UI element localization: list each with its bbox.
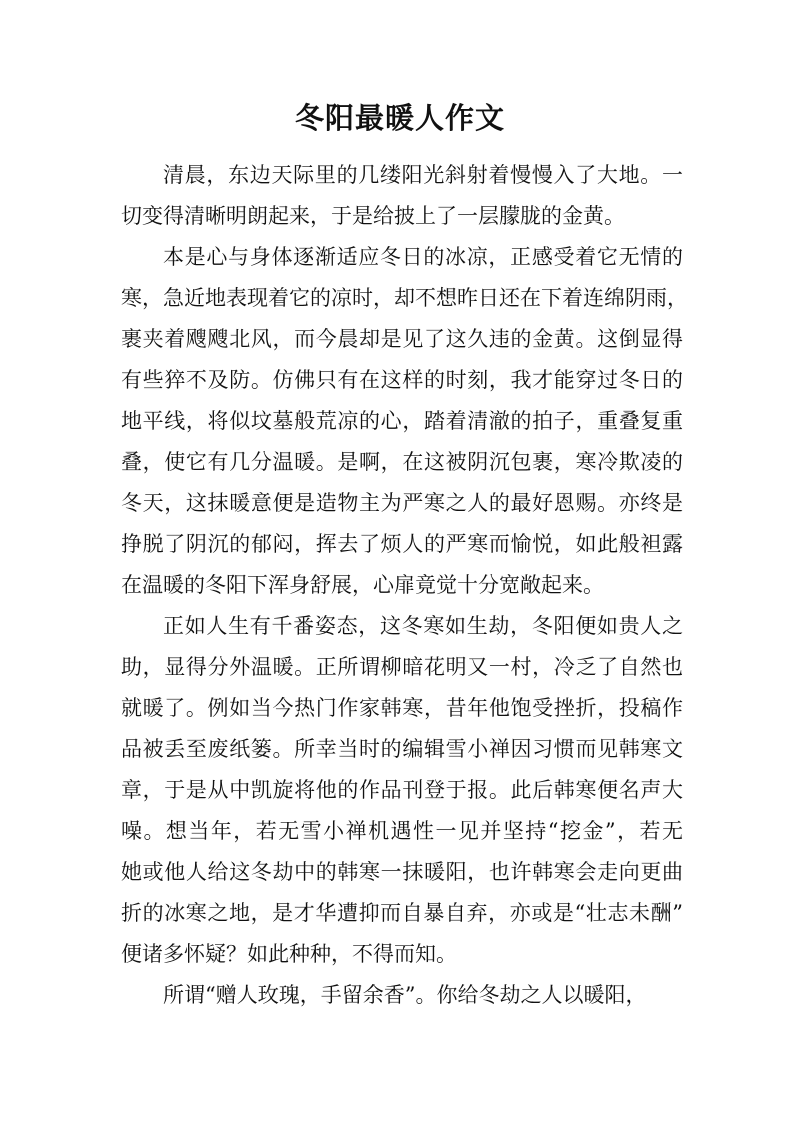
paragraph-line: 寒，急近地表现着它的凉时，却不想昨日还在下着连绵阴雨， (121, 286, 688, 310)
paragraph-4 (121, 975, 683, 1016)
paragraph-line: 折的冰寒之地，是才华遭抑而自暴自弃，亦或是“壮志未酬” (121, 901, 683, 925)
paragraph-1 (121, 155, 683, 237)
paragraph-line: 品被丢至废纸篓。所幸当时的编辑雪小禅因习惯而见韩寒文 (121, 737, 683, 761)
paragraph-line: 章，于是从中凯旋将他的作品刊登于报。此后韩寒便名声大 (121, 778, 683, 802)
paragraph-line: 叠，使它有几分温暖。是啊，在这被阴沉包裹，寒冷欺凌的 (121, 450, 683, 474)
paragraph-line: 所谓“赠人玫瑰，手留余香”。你给冬劫之人以暖阳， (163, 983, 647, 1007)
paragraph-line: 助，显得分外温暖。正所谓柳暗花明又一村，冷乏了自然也 (121, 655, 683, 679)
paragraph-3 (121, 606, 683, 975)
paragraph-line: 有些猝不及防。仿佛只有在这样的时刻，我才能穿过冬日的 (121, 368, 683, 392)
paragraph-line: 地平线，将似坟墓般荒凉的心，踏着清澈的拍子，重叠复重 (121, 409, 683, 433)
paragraph-2 (121, 237, 688, 606)
paragraph-line: 挣脱了阴沉的郁闷，挥去了烦人的严寒而愉悦，如此般袒露 (121, 532, 683, 556)
paragraph-line: 正如人生有千番姿态，这冬寒如生劫，冬阳便如贵人之 (163, 614, 683, 638)
paragraph-line: 噪。想当年，若无雪小禅机遇性一见并坚持“挖金”，若无 (121, 819, 683, 843)
paragraph-line: 她或他人给这冬劫中的韩寒一抹暖阳，也许韩寒会走向更曲 (121, 860, 683, 884)
paragraph-line: 冬天，这抹暖意便是造物主为严寒之人的最好恩赐。亦终是 (121, 491, 683, 515)
document-title: 冬阳最暖人作文 (294, 101, 505, 135)
paragraph-line: 裹夹着飕飕北风，而今晨却是见了这久违的金黄。这倒显得 (121, 327, 683, 351)
paragraph-line: 在温暖的冬阳下浑身舒展，心扉竟觉十分宽敞起来。 (121, 573, 604, 597)
paragraph-line: 清晨，东边天际里的几缕阳光斜射着慢慢入了大地。一 (163, 163, 683, 187)
document-body (121, 155, 688, 1016)
paragraph-line: 切变得清晰明朗起来，于是给披上了一层朦胧的金黄。 (121, 204, 625, 228)
paragraph-line: 便诸多怀疑？如此种种，不得而知。 (121, 942, 457, 966)
paragraph-line: 就暖了。例如当今热门作家韩寒，昔年他饱受挫折，投稿作 (121, 696, 683, 720)
paragraph-line: 本是心与身体逐渐适应冬日的冰凉，正感受着它无情的 (163, 245, 683, 269)
